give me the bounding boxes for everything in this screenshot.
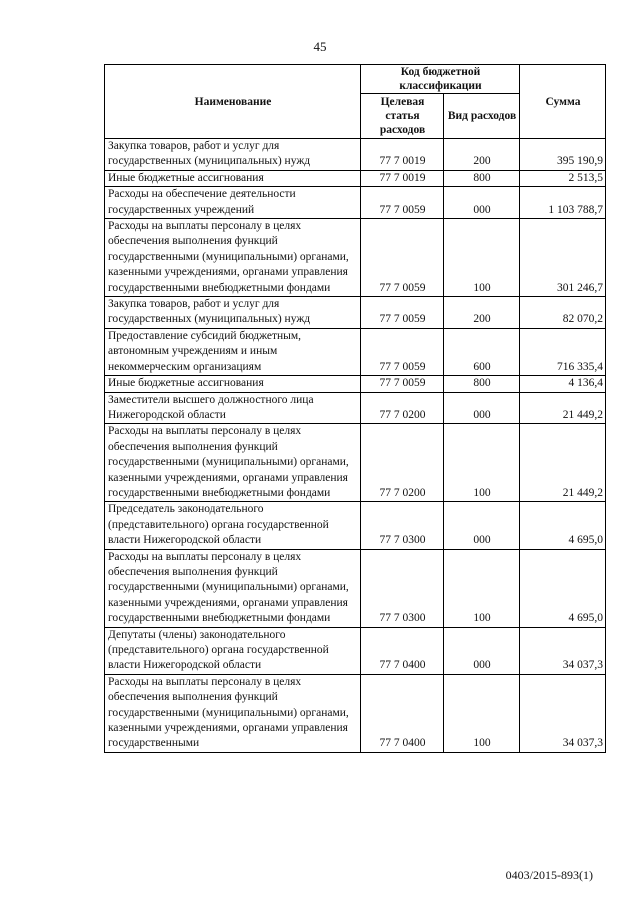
header-name: Наименование (105, 65, 361, 139)
table-row (105, 549, 606, 627)
header-sum: Сумма (520, 65, 606, 139)
row-target-article: 77 7 0059 (361, 219, 444, 297)
row-expense-type: 100 (444, 549, 520, 627)
row-expense-type: 000 (444, 392, 520, 424)
row-name: Расходы на выплаты персоналу в целях обеспечения выполнения функций государственными (муниципальными) органами, казенными учреждениями, органами управления государственными внебюджетными фондами (105, 549, 361, 627)
row-expense-type: 100 (444, 424, 520, 502)
row-target-article: 77 7 0300 (361, 502, 444, 549)
row-expense-type: 000 (444, 627, 520, 674)
row-expense-type: 600 (444, 328, 520, 375)
row-target-article: 77 7 0059 (361, 187, 444, 219)
row-name: Закупка товаров, работ и услуг для государственных (муниципальных) нужд (105, 139, 361, 171)
table-row (105, 392, 606, 424)
row-sum: 1 103 788,7 (520, 187, 606, 219)
document-code: 0403/2015-893(1) (505, 868, 593, 882)
budget-table (104, 64, 606, 753)
row-expense-type: 200 (444, 297, 520, 329)
row-expense-type: 000 (444, 187, 520, 219)
table-row (105, 627, 606, 674)
row-sum: 21 449,2 (520, 392, 606, 424)
row-sum: 82 070,2 (520, 297, 606, 329)
row-expense-type: 000 (444, 502, 520, 549)
row-name: Закупка товаров, работ и услуг для государственных (муниципальных) нужд (105, 297, 361, 329)
row-expense-type: 800 (444, 170, 520, 186)
table-row (105, 502, 606, 549)
row-name: Иные бюджетные ассигнования (105, 170, 361, 186)
row-sum: 2 513,5 (520, 170, 606, 186)
row-expense-type: 800 (444, 376, 520, 392)
row-sum: 34 037,3 (520, 627, 606, 674)
table-row (105, 139, 606, 171)
row-target-article: 77 7 0400 (361, 674, 444, 752)
row-target-article: 77 7 0200 (361, 392, 444, 424)
row-sum: 716 335,4 (520, 328, 606, 375)
table-row (105, 376, 606, 392)
row-name: Расходы на обеспечение деятельности государственных учреждений (105, 187, 361, 219)
row-sum: 301 246,7 (520, 219, 606, 297)
header-code-group: Код бюджетной классификации (361, 65, 520, 94)
table-row (105, 187, 606, 219)
row-target-article: 77 7 0200 (361, 424, 444, 502)
row-target-article: 77 7 0019 (361, 170, 444, 186)
row-target-article: 77 7 0019 (361, 139, 444, 171)
header-type: Вид расходов (444, 94, 520, 139)
header-target: Целевая статья расходов (361, 94, 444, 139)
row-target-article: 77 7 0059 (361, 328, 444, 375)
row-sum: 34 037,3 (520, 674, 606, 752)
row-sum: 4 695,0 (520, 502, 606, 549)
row-target-article: 77 7 0400 (361, 627, 444, 674)
row-name: Иные бюджетные ассигнования (105, 376, 361, 392)
row-sum: 21 449,2 (520, 424, 606, 502)
row-expense-type: 200 (444, 139, 520, 171)
table-body (105, 139, 606, 753)
row-target-article: 77 7 0059 (361, 376, 444, 392)
row-name: Расходы на выплаты персоналу в целях обеспечения выполнения функций государственными (муниципальными) органами, казенными учреждениями, органами управления государственными внебюджетными фондами (105, 424, 361, 502)
row-name: Расходы на выплаты персоналу в целях обеспечения выполнения функций государственными (муниципальными) органами, казенными учреждениями, органами управления государственными внебюджетными фондами (105, 219, 361, 297)
row-name: Расходы на выплаты персоналу в целях обеспечения выполнения функций государственными (муниципальными) органами, казенными учреждениями, органами управления государственными (105, 674, 361, 752)
table-row (105, 328, 606, 375)
table-row (105, 219, 606, 297)
row-name: Депутаты (члены) законодательного (представительного) органа государственной власти Нижегородской области (105, 627, 361, 674)
page-number: 45 (313, 39, 327, 54)
table-row (105, 170, 606, 186)
row-target-article: 77 7 0300 (361, 549, 444, 627)
table-row (105, 674, 606, 752)
row-sum: 4 695,0 (520, 549, 606, 627)
row-target-article: 77 7 0059 (361, 297, 444, 329)
table-row (105, 424, 606, 502)
row-sum: 395 190,9 (520, 139, 606, 171)
row-expense-type: 100 (444, 674, 520, 752)
table-row (105, 297, 606, 329)
row-sum: 4 136,4 (520, 376, 606, 392)
row-name: Председатель законодательного (представительного) органа государственной власти Нижегородской области (105, 502, 361, 549)
row-name: Заместители высшего должностного лица Нижегородской области (105, 392, 361, 424)
row-expense-type: 100 (444, 219, 520, 297)
row-name: Предоставление субсидий бюджетным, автономным учреждениям и иным некоммерческим организациям (105, 328, 361, 375)
